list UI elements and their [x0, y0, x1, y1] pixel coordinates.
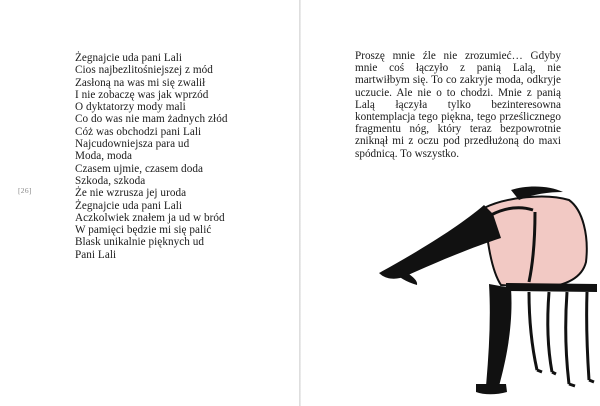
poem-line: Co do was nie mam żadnych złód: [75, 113, 228, 126]
poem-line: W pamięci będzie mi się palić: [75, 224, 212, 237]
legs-on-chair-illustration: [301, 0, 600, 406]
poem-line: Moda, moda: [75, 150, 133, 163]
chair-leg: [529, 292, 542, 372]
prose-paragraph: Proszę mnie źle nie zrozumieć… Gdyby mnie coś łączyło z panią Lalą, nie martwiłbym się. To co zakryje moda, odkryje uczucie. Ale nie o to chodzi. Mnie z panią Lalą łączyła tylko bezinteresowna kontemplacja tego piękna, tego prześlicznego fragmentu nóg, który teraz bezpowrotnie zniknął mi z oczu pod przedłużoną do maxi spódnicą. To wszystko.: [355, 50, 561, 160]
poem-line: Blask unikalnie pięknych ud: [75, 236, 205, 249]
poem-line: Cóż was obchodzi pani Lali: [75, 125, 202, 138]
poem-line: Zasłoną na was mi się zwalił: [75, 76, 206, 89]
poem-line: Że nie wzrusza jej uroda: [75, 187, 187, 200]
page-number: [26]: [18, 186, 32, 195]
leg-left: [379, 205, 501, 279]
poem-line: O dyktatorzy mody mali: [75, 101, 186, 114]
chair-leg: [566, 292, 575, 386]
leg-right: [486, 284, 512, 386]
poem-line: Szkoda, szkoda: [75, 174, 146, 187]
chair-leg: [548, 292, 556, 374]
chair-leg: [587, 292, 594, 382]
left-page: [0, 0, 299, 406]
chair-seat: [506, 283, 597, 292]
poem-line: Aczkolwiek znałem ja ud w bród: [75, 211, 225, 224]
poem-line: Pani Lali: [75, 248, 117, 261]
poem-line: Żegnajcie uda pani Lali: [75, 52, 183, 64]
poem-line: I nie zobaczę was jak wprzód: [75, 88, 209, 101]
poem-line: Czasem ujmie, czasem doda: [75, 162, 203, 175]
poem-line: Najcudowniejsza para ud: [75, 138, 190, 151]
right-page: [301, 0, 600, 406]
poem-line: Cios najbezlitośniejszej z mód: [75, 64, 213, 77]
shoe-right: [476, 384, 507, 394]
poem: [75, 52, 228, 261]
poem-line: Żegnajcie uda pani Lali: [75, 199, 183, 212]
